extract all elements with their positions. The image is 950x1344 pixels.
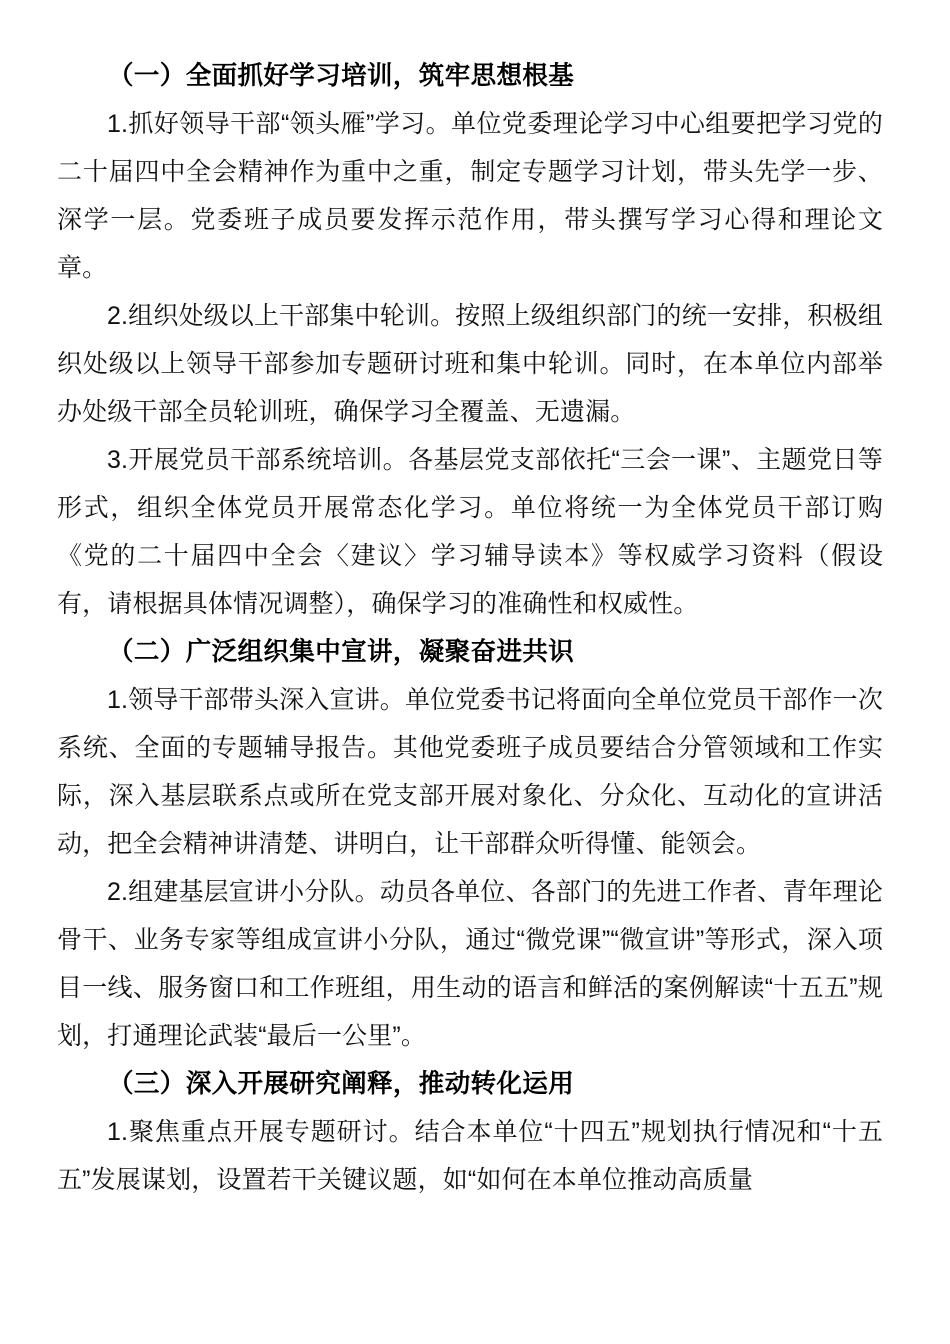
paragraph-2-2: 2.组建基层宣讲小分队。动员各单位、各部门的先进工作者、青年理论骨干、业务专家等组成宣讲小分队，通过“微党课”“微宣讲”等形式，深入项目一线、服务窗口和工作班组，用生动的语言和鲜活的案例解读“十五五”规划，打通理论武装“最后一公里”。 <box>57 878 883 1050</box>
document-body <box>57 52 883 1204</box>
paragraph-1-1: 1.抓好领导干部“领头雁”学习。单位党委理论学习中心组要把学习党的二十届四中全会精神作为重中之重，制定专题学习计划，带头先学一步、深学一层。党委班子成员要发挥示范作用，带头撰写学习心得和理论文章。 <box>57 110 883 282</box>
paragraph-1-3: 3.开展党员干部系统培训。各基层党支部依托“三会一课”、主题党日等形式，组织全体党员开展常态化学习。单位将统一为全体党员干部订购《党的二十届四中全会〈建议〉学习辅导读本》等权威学习资料（假设有，请根据具体情况调整），确保学习的准确性和权威性。 <box>57 446 883 618</box>
section-heading-3: （三）深入开展研究阐释，推动转化运用 <box>108 1070 575 1098</box>
paragraph-2-1: 1.领导干部带头深入宣讲。单位党委书记将面向全单位党员干部作一次系统、全面的专题辅导报告。其他党委班子成员要结合分管领域和工作实际，深入基层联系点或所在党支部开展对象化、分众化、互动化的宣讲活动，把全会精神讲清楚、讲明白，让干部群众听得懂、能领会。 <box>57 686 883 858</box>
section-heading-2: （二）广泛组织集中宣讲，凝聚奋进共识 <box>108 638 575 666</box>
paragraph-1-2: 2.组织处级以上干部集中轮训。按照上级组织部门的统一安排，积极组织处级以上领导干部参加专题研讨班和集中轮训。同时，在本单位内部举办处级干部全员轮训班，确保学习全覆盖、无遗漏。 <box>57 302 883 426</box>
section-heading-1: （一）全面抓好学习培训，筑牢思想根基 <box>108 62 575 90</box>
paragraph-3-1: 1.聚焦重点开展专题研讨。结合本单位“十四五”规划执行情况和“十五五”发展谋划，设置若干关键议题，如“如何在本单位推动高质量 <box>57 1118 883 1194</box>
